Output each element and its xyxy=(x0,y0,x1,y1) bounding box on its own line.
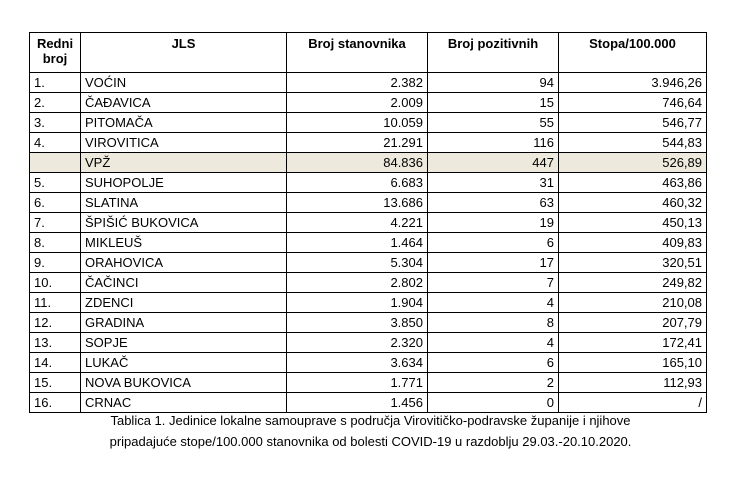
jls-name-cell: VIROVITICA xyxy=(81,133,287,153)
jls-name-cell: GRADINA xyxy=(81,313,287,333)
table-row xyxy=(30,73,707,93)
caption-line-1: Tablica 1. Jedinice lokalne samouprave s područja Virovitičko-podravske županije i njihove xyxy=(110,413,631,428)
positive-cell: 55 xyxy=(428,113,559,133)
positive-cell: 8 xyxy=(428,313,559,333)
rate-cell: 746,64 xyxy=(559,93,707,113)
header-redni-broj xyxy=(30,33,81,73)
jls-name-cell: ČAČINCI xyxy=(81,273,287,293)
positive-cell: 116 xyxy=(428,133,559,153)
rate-cell: 207,79 xyxy=(559,313,707,333)
jls-name-cell: ORAHOVICA xyxy=(81,253,287,273)
population-cell: 2.802 xyxy=(287,273,428,293)
positive-cell: 447 xyxy=(428,153,559,173)
header-redni-line1: Redni xyxy=(36,36,74,51)
table-row xyxy=(30,133,707,153)
rate-cell: 526,89 xyxy=(559,153,707,173)
positive-cell: 94 xyxy=(428,73,559,93)
table-row xyxy=(30,253,707,273)
rate-cell: 3.946,26 xyxy=(559,73,707,93)
rate-cell: 249,82 xyxy=(559,273,707,293)
jls-name-cell: NOVA BUKOVICA xyxy=(81,373,287,393)
population-cell: 21.291 xyxy=(287,133,428,153)
header-jls: JLS xyxy=(81,33,287,73)
positive-cell: 4 xyxy=(428,293,559,313)
table-caption xyxy=(20,410,721,452)
positive-cell: 0 xyxy=(428,393,559,413)
positive-cell: 19 xyxy=(428,213,559,233)
header-positive: Broj pozitivnih xyxy=(428,33,559,73)
table-row xyxy=(30,173,707,193)
population-cell: 6.683 xyxy=(287,173,428,193)
header-population: Broj stanovnika xyxy=(287,33,428,73)
population-cell: 1.771 xyxy=(287,373,428,393)
jls-name-cell: ŠPIŠIĆ BUKOVICA xyxy=(81,213,287,233)
jls-name-cell: ČAĐAVICA xyxy=(81,93,287,113)
jls-name-cell: ZDENCI xyxy=(81,293,287,313)
population-cell: 2.009 xyxy=(287,93,428,113)
population-cell: 84.836 xyxy=(287,153,428,173)
jls-name-cell: SUHOPOLJE xyxy=(81,173,287,193)
row-number-cell: 5. xyxy=(30,173,81,193)
jls-name-cell: PITOMAČA xyxy=(81,113,287,133)
table-row xyxy=(30,313,707,333)
population-cell: 5.304 xyxy=(287,253,428,273)
row-number-cell: 6. xyxy=(30,193,81,213)
population-cell: 1.904 xyxy=(287,293,428,313)
row-number-cell: 2. xyxy=(30,93,81,113)
header-rate: Stopa/100.000 xyxy=(559,33,707,73)
positive-cell: 17 xyxy=(428,253,559,273)
population-cell: 3.634 xyxy=(287,353,428,373)
table-header-row xyxy=(30,33,707,73)
table-row xyxy=(30,93,707,113)
positive-cell: 31 xyxy=(428,173,559,193)
rate-cell: 450,13 xyxy=(559,213,707,233)
jls-name-cell: SLATINA xyxy=(81,193,287,213)
positive-cell: 6 xyxy=(428,233,559,253)
row-number-cell: 7. xyxy=(30,213,81,233)
rate-cell: 460,32 xyxy=(559,193,707,213)
rate-cell: / xyxy=(559,393,707,413)
table-row xyxy=(30,373,707,393)
population-cell: 10.059 xyxy=(287,113,428,133)
jls-name-cell: SOPJE xyxy=(81,333,287,353)
row-number-cell: 13. xyxy=(30,333,81,353)
jls-name-cell: VPŽ xyxy=(81,153,287,173)
row-number-cell: 9. xyxy=(30,253,81,273)
row-number-cell: 16. xyxy=(30,393,81,413)
positive-cell: 15 xyxy=(428,93,559,113)
jls-name-cell: VOĆIN xyxy=(81,73,287,93)
rate-cell: 463,86 xyxy=(559,173,707,193)
rate-cell: 409,83 xyxy=(559,233,707,253)
row-number-cell xyxy=(30,153,81,173)
row-number-cell: 15. xyxy=(30,373,81,393)
caption-line-2: pripadajuće stope/100.000 stanovnika od bolesti COVID-19 u razdoblju 29.03.-20.10.2020. xyxy=(109,434,632,449)
rate-cell: 112,93 xyxy=(559,373,707,393)
table-row xyxy=(30,273,707,293)
population-cell: 2.382 xyxy=(287,73,428,93)
rate-cell: 210,08 xyxy=(559,293,707,313)
jls-name-cell: LUKAČ xyxy=(81,353,287,373)
row-number-cell: 3. xyxy=(30,113,81,133)
table-row xyxy=(30,233,707,253)
table-row xyxy=(30,113,707,133)
table-row xyxy=(30,353,707,373)
jls-name-cell: MIKLEUŠ xyxy=(81,233,287,253)
table-row xyxy=(30,213,707,233)
table-body xyxy=(30,73,707,413)
row-number-cell: 14. xyxy=(30,353,81,373)
row-number-cell: 1. xyxy=(30,73,81,93)
table-row xyxy=(30,193,707,213)
population-cell: 2.320 xyxy=(287,333,428,353)
row-number-cell: 12. xyxy=(30,313,81,333)
rate-cell: 320,51 xyxy=(559,253,707,273)
population-cell: 13.686 xyxy=(287,193,428,213)
positive-cell: 63 xyxy=(428,193,559,213)
covid-rate-table xyxy=(29,32,707,413)
row-number-cell: 10. xyxy=(30,273,81,293)
population-cell: 3.850 xyxy=(287,313,428,333)
row-number-cell: 4. xyxy=(30,133,81,153)
population-cell: 1.464 xyxy=(287,233,428,253)
header-redni-line2: broj xyxy=(42,51,68,66)
positive-cell: 4 xyxy=(428,333,559,353)
population-cell: 1.456 xyxy=(287,393,428,413)
rate-cell: 544,83 xyxy=(559,133,707,153)
table-row xyxy=(30,293,707,313)
rate-cell: 546,77 xyxy=(559,113,707,133)
table-row-total xyxy=(30,153,707,173)
row-number-cell: 8. xyxy=(30,233,81,253)
jls-name-cell: CRNAC xyxy=(81,393,287,413)
rate-cell: 172,41 xyxy=(559,333,707,353)
table-row xyxy=(30,333,707,353)
positive-cell: 2 xyxy=(428,373,559,393)
rate-cell: 165,10 xyxy=(559,353,707,373)
population-cell: 4.221 xyxy=(287,213,428,233)
positive-cell: 6 xyxy=(428,353,559,373)
row-number-cell: 11. xyxy=(30,293,81,313)
positive-cell: 7 xyxy=(428,273,559,293)
